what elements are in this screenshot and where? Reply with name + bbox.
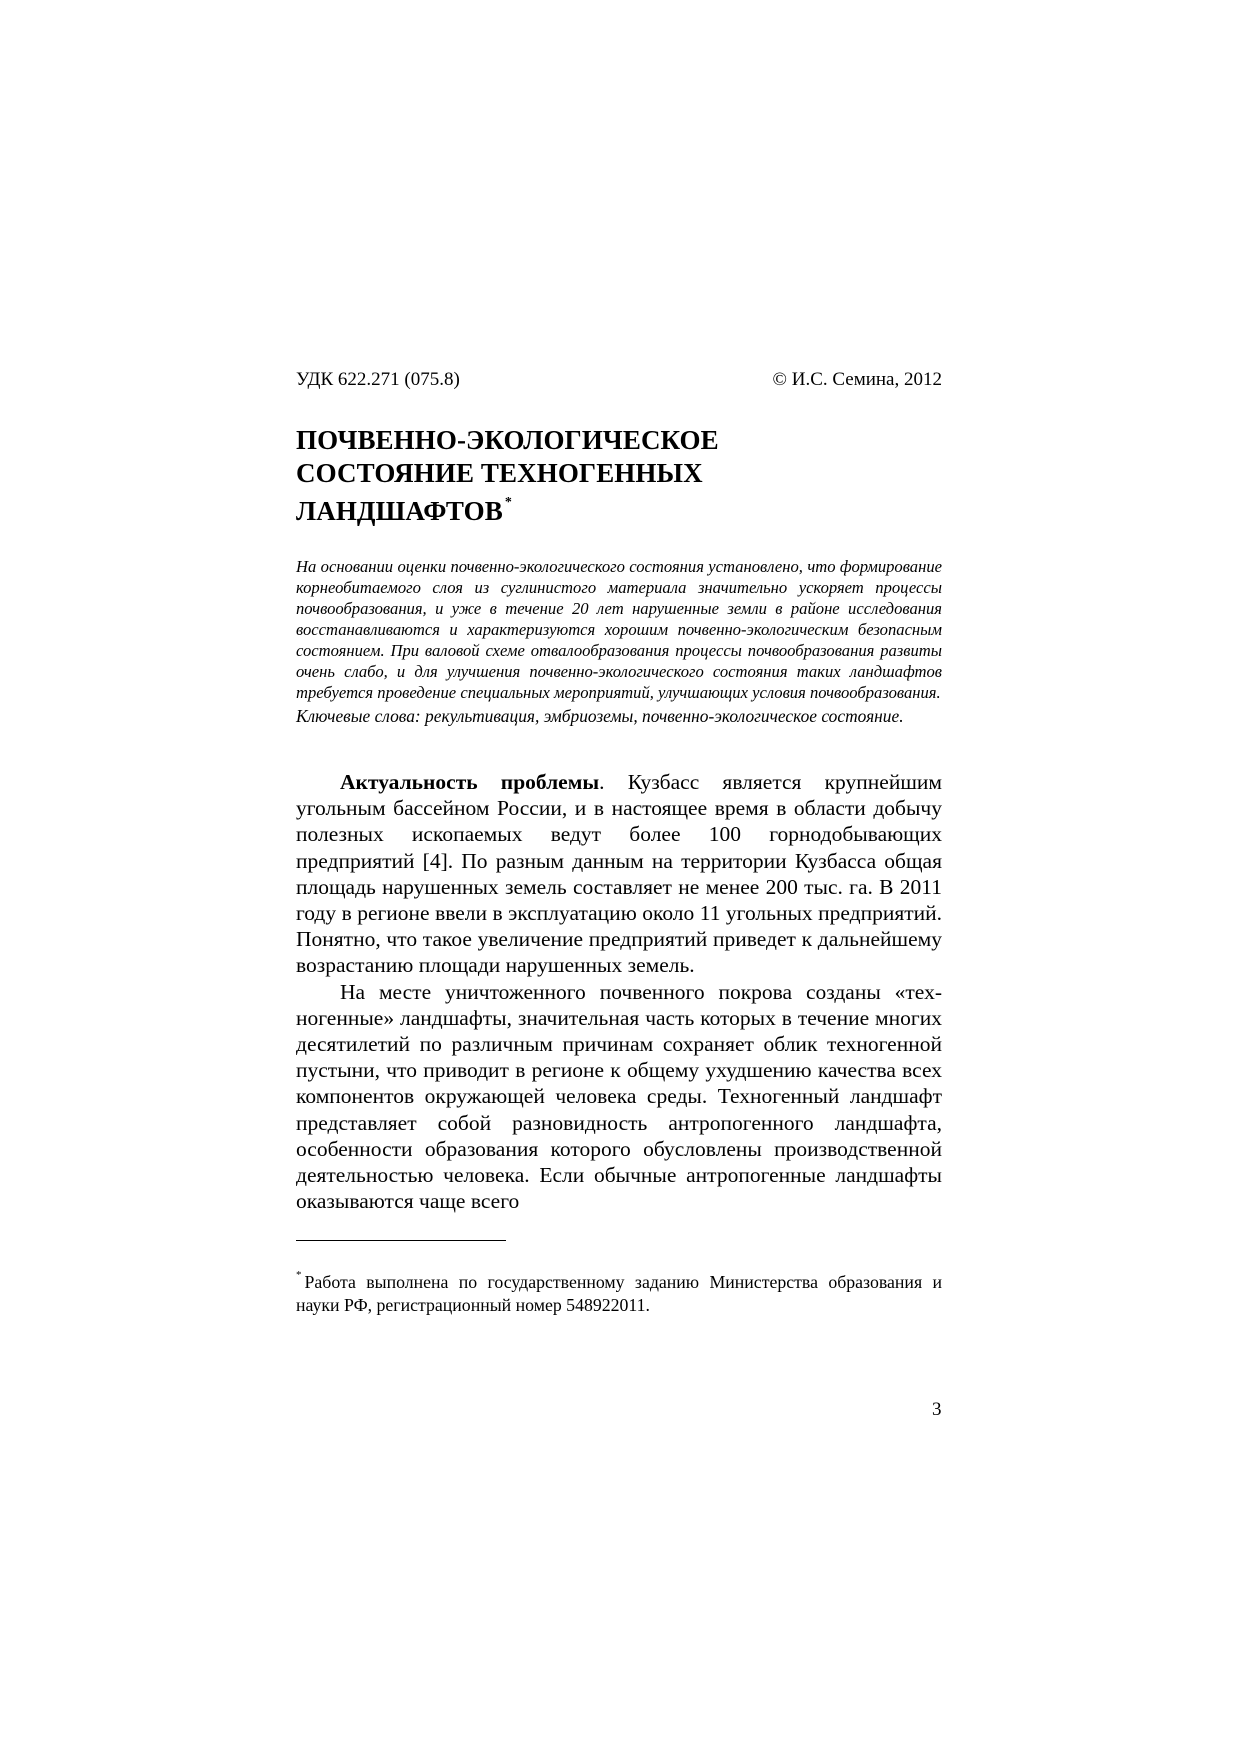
- abstract-text: На основании оценки почвенно-экологического состояния установлено, что формирование корнеобитаемого слоя из суглинистого материала значительно ускоряет процессы почвообразования, и уже в течение 20 лет нарушенные земли в районе исследования восстанавливаются и характеризуются хорошим почвенно-экологическим безопасным состоянием. При валовой схеме отвалообразования процессы почвообразования развиты очень слабо, и для улучшения почвенно-экологического состояния таких ландшафтов требуется проведение специальных мероприятий, улучшающих условия почвообразования.: [296, 557, 942, 702]
- title-line-2: СОСТОЯНИЕ ТЕХНОГЕННЫХ: [296, 458, 703, 488]
- section-lead: Актуальность проблемы: [340, 770, 600, 794]
- title-line-1: ПОЧВЕННО-ЭКОЛОГИЧЕСКОЕ: [296, 425, 719, 455]
- footnote-mark: *: [296, 1269, 302, 1282]
- page-number: 3: [932, 1399, 942, 1420]
- header-line: [296, 368, 942, 392]
- abstract: [296, 556, 942, 703]
- udk-code: УДК 622.271 (075.8): [296, 369, 460, 390]
- body-text: [296, 769, 942, 1214]
- footnote-text: Работа выполнена по государственному заданию Министерства образования и науки РФ, регистрационный номер 548922011.: [296, 1272, 942, 1316]
- body-paragraph-1: [296, 769, 942, 979]
- article-title: [296, 424, 942, 528]
- title-footnote-mark: *: [504, 495, 512, 510]
- copyright-notice: © И.С. Семина, 2012: [772, 369, 942, 390]
- footnote-divider: [296, 1240, 506, 1241]
- title-line-3-text: ЛАНДШАФТОВ: [296, 496, 503, 526]
- footnote: [296, 1267, 942, 1317]
- body-paragraph-1-text: . Кузбасс является крупнейшим угольным бассейном России, и в настоящее время в области добычу полезных ископаемых ведут более 100 горнодобывающих предприятий [4]. По разным данным на территории Кузбасса общая площадь нарушенных земель составляет не менее 200 тыс. га. В 2011 году в регионе ввели в эксплуатацию около 11 угольных предприятий. Понятно, что такое увеличение предприятий приведет к дальнейшему возрастанию площади нарушенных земель.: [296, 770, 942, 978]
- title-line-3: [296, 490, 942, 528]
- body-paragraph-2: На месте уничтоженного почвенного покрова созданы «техногенные» ландшафты, значительная часть которых в течение многих десятилетий по различным причинам сохраняет облик техногенной пустыни, что приводит в регионе к общему ухудшению качества всех компонентов окружающей человека среды. Техногенный ландшафт представляет собой разновидность антропогенного ландшафта, особенности образования которого обусловлены производственной деятельностью человека. Если обычные антропогенные ландшафты оказываются чаще всего: [296, 979, 942, 1214]
- keywords: Ключевые слова: рекультивация, эмбриоземы, почвенно-экологическое состояние.: [296, 706, 904, 726]
- page-column: [296, 368, 942, 1317]
